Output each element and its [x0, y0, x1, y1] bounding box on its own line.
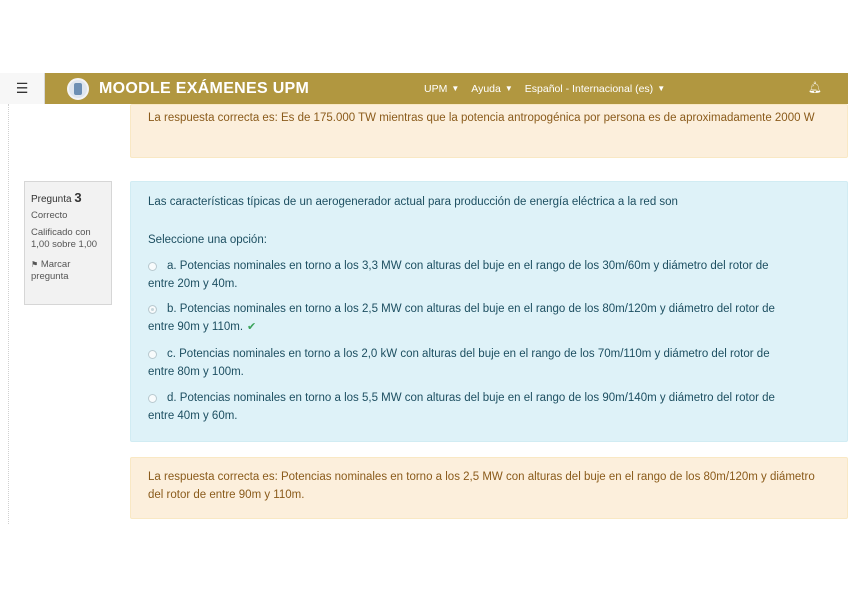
question-number-value: 3	[74, 190, 82, 205]
option-label: b. Potencias nominales en torno a los 2,5 MW con alturas del buje en el rango de los 80m/120m y diámetro del rotor de	[167, 303, 775, 315]
question-number	[31, 190, 105, 205]
option-label-continued: entre 90m y 110m. ✔	[148, 321, 257, 334]
option-label: a. Potencias nominales en torno a los 3,3 MW con alturas del buje en el rango de los 30m/60m y diámetro del rotor de	[167, 260, 769, 272]
hamburger-icon[interactable]: ☰	[0, 73, 45, 104]
question-grade: Calificado con 1,00 sobre 1,00	[31, 227, 98, 250]
nav-link-label: Español - Internacional (es)	[524, 82, 654, 95]
language-dropdown[interactable]	[525, 83, 665, 95]
option-label-continued: entre 40m y 60m.	[148, 410, 238, 423]
feedback-text: La respuesta correcta es: Es de 175.000 TW mientras que la potencia antropogénica por persona es de aproximadamente 2000 W	[148, 112, 815, 124]
flag-question-link[interactable]	[31, 259, 105, 283]
bell-icon[interactable]: 🔔︎	[808, 82, 822, 94]
navbar	[0, 73, 848, 104]
previous-question-feedback	[130, 104, 848, 158]
question-info	[24, 181, 112, 305]
question-state: Correcto	[31, 210, 68, 221]
option-label-continued: entre 20m y 40m.	[148, 278, 238, 291]
answer-prompt: Seleccione una opción:	[148, 234, 267, 246]
feedback-text: La respuesta correcta es: Potencias nominales en torno a los 2,5 MW con alturas del buje en el rango de los 80m/120m y diámetro del rotor de entre 90m y 110m.	[148, 471, 815, 501]
caret-down-icon: ▼	[451, 84, 460, 93]
option-label: c. Potencias nominales en torno a los 2,0 kW con alturas del buje en el rango de los 70m/110m y diámetro del rotor de	[167, 348, 770, 360]
answer-option-b[interactable]	[148, 300, 843, 336]
radio-button[interactable]	[148, 350, 157, 359]
question-number-label: Pregunta	[31, 194, 72, 205]
page-divider	[8, 104, 9, 524]
caret-down-icon: ▼	[504, 84, 513, 93]
correct-check-icon: ✔	[247, 321, 257, 334]
question-text: Las características típicas de un aerogenerador actual para producción de energía eléctrica a la red son	[148, 196, 678, 208]
nav-link-label: Ayuda	[471, 82, 501, 95]
nav-links	[424, 73, 665, 104]
radio-button[interactable]	[148, 394, 157, 403]
upm-logo[interactable]	[67, 78, 89, 100]
option-label: d. Potencias nominales en torno a los 5,5 MW con alturas del buje en el rango de los 90m/140m y diámetro del rotor de	[167, 392, 775, 404]
nav-ayuda-dropdown[interactable]	[471, 83, 513, 95]
question-content	[130, 181, 848, 442]
caret-down-icon: ▼	[657, 84, 666, 93]
flag-label: Marcar pregunta	[31, 259, 71, 282]
correct-answer-feedback	[130, 457, 848, 519]
answer-option-a[interactable]	[148, 257, 843, 293]
option-label-continued: entre 80m y 100m.	[148, 366, 244, 379]
radio-button[interactable]	[148, 262, 157, 271]
nav-upm-dropdown[interactable]	[424, 83, 459, 95]
answer-option-c[interactable]	[148, 345, 843, 381]
nav-link-label: UPM	[424, 82, 448, 95]
radio-button-selected[interactable]	[148, 305, 157, 314]
answer-option-d[interactable]	[148, 389, 843, 425]
flag-icon: ⚑	[31, 260, 39, 269]
site-brand[interactable]: MOODLE EXÁMENES UPM	[99, 79, 310, 97]
